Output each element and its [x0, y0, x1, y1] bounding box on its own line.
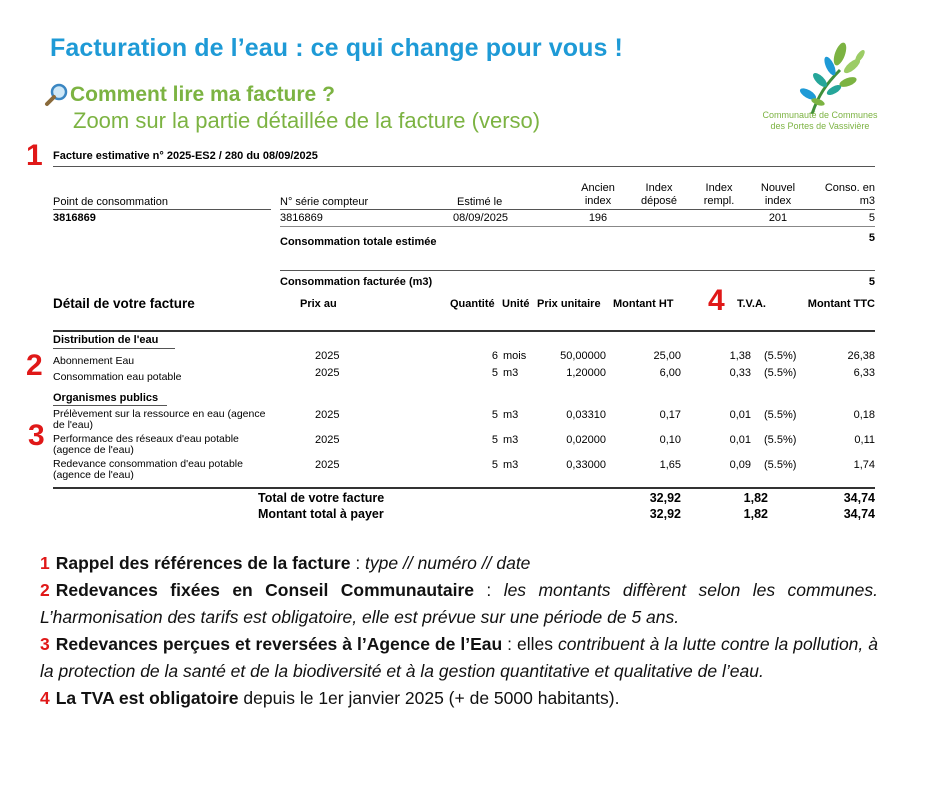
conso-totale-label: Consommation totale estimée: [280, 236, 437, 248]
row-unit: m3: [503, 409, 519, 421]
note-separator: :: [474, 580, 504, 600]
note-2: [40, 577, 878, 631]
note-heading: Rappel des références de la facture: [55, 553, 351, 573]
row-tva: 1,38: [729, 350, 751, 362]
row-unit: mois: [503, 350, 527, 362]
logo-caption: [760, 110, 880, 132]
magnifier-icon: [44, 82, 70, 108]
note-separator: depuis le 1er janvier 2025 (+ de 5000 habitants).: [238, 688, 620, 708]
row-qty: 6: [491, 350, 498, 362]
row-ht: 1,65: [659, 459, 681, 471]
note-separator: :: [350, 553, 366, 573]
row-label: Redevance consommation d'eau potable (agence de l'eau): [53, 458, 243, 481]
marker-3: 3: [28, 419, 45, 452]
col-montant-ht: Montant HT: [613, 298, 674, 310]
row-year: 2025: [315, 409, 340, 421]
total-label: Montant total à payer: [258, 507, 384, 521]
meter-estime: 08/09/2025: [453, 212, 509, 224]
note-heading: Redevances fixées en Conseil Communautaire: [55, 580, 474, 600]
row-rate: (5.5%): [764, 434, 797, 446]
total-ttc: 34,74: [843, 491, 875, 505]
row-pu: 0,02000: [566, 434, 606, 446]
row-pu: 0,33000: [566, 459, 606, 471]
subtitle: Comment lire ma facture ?: [70, 83, 335, 106]
row-qty: 5: [491, 434, 498, 446]
note-number: 3: [40, 634, 50, 654]
page-title: Facturation de l’eau : ce qui change pour vous !: [50, 34, 623, 62]
header-rempl: Index rempl.: [703, 182, 735, 207]
row-qty: 5: [491, 409, 498, 421]
note-body: type // numéro // date: [365, 553, 531, 573]
row-unit: m3: [503, 434, 519, 446]
row-rate: (5.5%): [764, 350, 797, 362]
row-label: Performance des réseaux d'eau potable (agence de l'eau): [53, 433, 239, 456]
row-tva: 0,33: [729, 367, 751, 379]
row-pu: 50,00000: [560, 350, 606, 362]
note-1: [40, 550, 878, 577]
note-number: 4: [40, 688, 50, 708]
row-rate: (5.5%): [764, 367, 797, 379]
col-unite: Unité: [502, 298, 530, 310]
row-pu: 0,03310: [566, 409, 606, 421]
header-conso: Conso. en m3: [824, 182, 875, 207]
note-number: 1: [40, 553, 50, 573]
total-ht: 32,92: [649, 491, 681, 505]
row-ttc: 0,11: [854, 434, 875, 446]
total-tva: 1,82: [743, 491, 768, 505]
note-heading: Redevances perçues et reversées à l’Agence de l’Eau: [55, 634, 503, 654]
row-year: 2025: [315, 459, 340, 471]
note-body: les montants diffèrent selon les communes. L’harmonisation des tarifs est obligatoire, elle est prévue sur une période de 5 ans.: [40, 580, 878, 627]
total-ttc: 34,74: [843, 507, 875, 521]
row-year: 2025: [315, 350, 340, 362]
row-pu: 1,20000: [566, 367, 606, 379]
logo-line-2: des Portes de Vassivière: [770, 121, 870, 131]
row-ttc: 0,18: [853, 409, 875, 421]
row-label: Prélèvement sur la ressource en eau (agence de l'eau): [53, 408, 266, 431]
header-serie: N° série compteur: [280, 196, 369, 208]
col-prix-unitaire: Prix unitaire: [537, 298, 601, 310]
col-prix-au: Prix au: [300, 298, 337, 310]
note-3: [40, 631, 878, 685]
row-tva: 0,09: [729, 459, 751, 471]
row-ttc: 26,38: [847, 350, 875, 362]
note-number: 2: [40, 580, 50, 600]
meter-nouvel: 201: [768, 212, 788, 224]
row-tva: 0,01: [729, 409, 751, 421]
header-point: Point de consommation: [53, 196, 168, 208]
note-4: [40, 685, 878, 712]
row-unit: m3: [503, 459, 519, 471]
meter-conso: 5: [868, 212, 875, 224]
row-ht: 6,00: [659, 367, 681, 379]
conso-totale-value: 5: [868, 232, 875, 244]
note-separator: : elles: [502, 634, 558, 654]
col-tva: T.V.A.: [737, 298, 766, 310]
total-label: Total de votre facture: [258, 491, 385, 505]
row-rate: (5.5%): [764, 459, 797, 471]
row-ht: 0,17: [659, 409, 681, 421]
row-ht: 0,10: [659, 434, 681, 446]
col-montant-ttc: Montant TTC: [807, 298, 875, 310]
header-ancien: Ancien index: [581, 182, 615, 207]
row-label: Abonnement Eau: [53, 355, 135, 367]
row-year: 2025: [315, 367, 340, 379]
row-ht: 25,00: [653, 350, 681, 362]
marker-4: 4: [708, 284, 725, 317]
row-year: 2025: [315, 434, 340, 446]
note-body: contribuent à la lutte contre la pollution, à la protection de la santé et de la biodiversité et à la gestion quantitative et qualitative de l’eau.: [40, 634, 878, 681]
conso-facturee-value: 5: [868, 276, 875, 288]
detail-title: Détail de votre facture: [53, 296, 195, 311]
conso-facturee-label: Consommation facturée (m3): [280, 276, 433, 288]
row-qty: 5: [491, 367, 498, 379]
header-depose: Index déposé: [640, 182, 678, 207]
row-label: Consommation eau potable: [53, 371, 182, 383]
header-nouvel: Nouvel index: [760, 182, 796, 207]
meter-point: 3816869: [53, 212, 96, 224]
note-heading: La TVA est obligatoire: [55, 688, 239, 708]
total-tva: 1,82: [743, 507, 768, 521]
row-qty: 5: [491, 459, 498, 471]
marker-2: 2: [26, 349, 43, 382]
row-rate: (5.5%): [764, 409, 797, 421]
col-quantite: Quantité: [450, 298, 495, 310]
logo-line-1: Communauté de Communes: [762, 110, 878, 120]
section-distribution: Distribution de l'eau: [53, 334, 159, 346]
marker-1: 1: [26, 139, 43, 172]
invoice-ref: Facture estimative n° 2025-ES2 / 280 du 08/09/2025: [53, 150, 318, 162]
row-unit: m3: [503, 367, 519, 379]
header-estime: Estimé le: [457, 196, 503, 208]
meter-ancien: 196: [588, 212, 608, 224]
row-tva: 0,01: [729, 434, 751, 446]
subtitle-detail: Zoom sur la partie détaillée de la facture (verso): [73, 108, 541, 133]
meter-serie: 3816869: [280, 212, 323, 224]
total-ht: 32,92: [649, 507, 681, 521]
row-ttc: 6,33: [853, 367, 875, 379]
notes: [40, 550, 878, 712]
row-ttc: 1,74: [853, 459, 875, 471]
section-organismes: Organismes publics: [53, 392, 159, 404]
